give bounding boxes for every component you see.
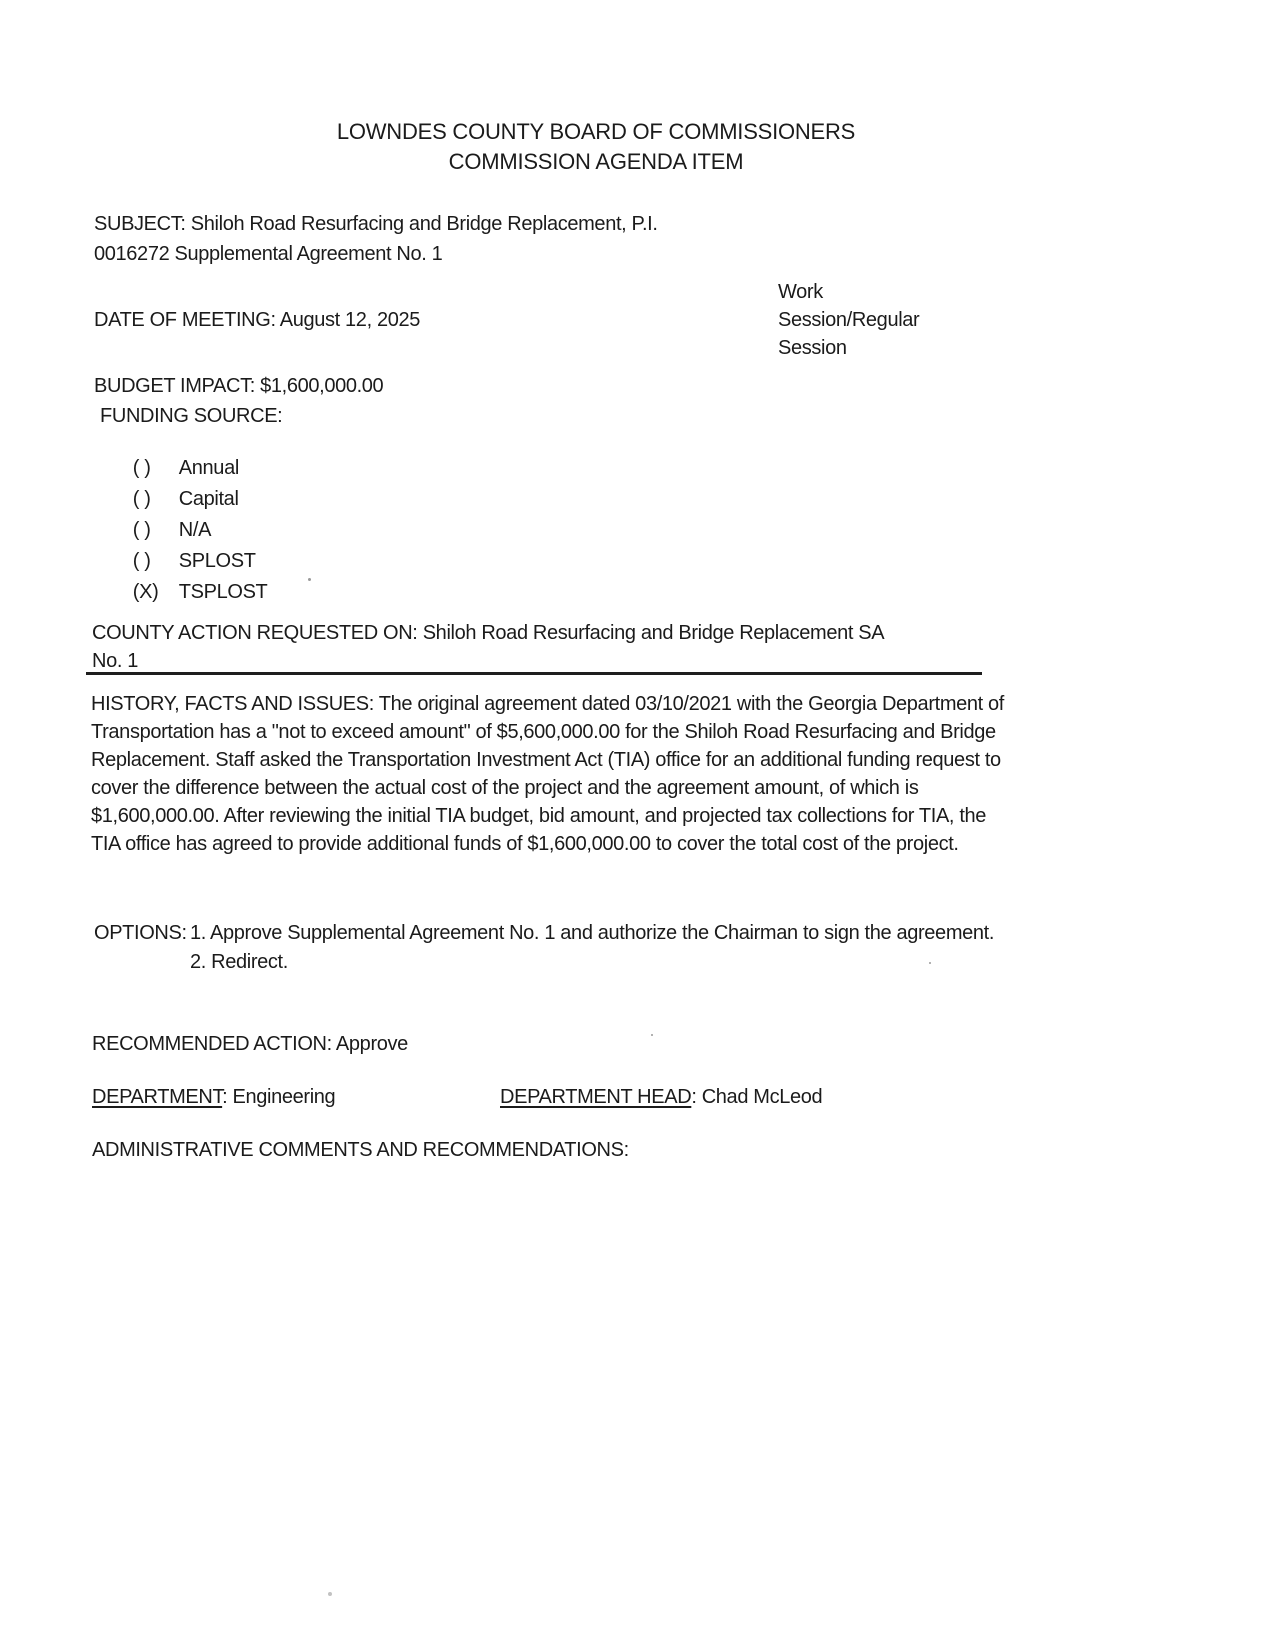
recommended-action: RECOMMENDED ACTION: Approve	[92, 1033, 408, 1055]
subject-line2: 0016272 Supplemental Agreement No. 1	[94, 243, 443, 265]
department-head-label: DEPARTMENT HEAD	[500, 1086, 692, 1108]
subject-line1: SUBJECT: Shiloh Road Resurfacing and Bridge Replacement, P.I.	[94, 213, 658, 235]
funding-option-tsplost	[112, 558, 267, 627]
session-type-line2: Session/Regular	[778, 309, 920, 331]
checkbox-mark: ( )	[132, 457, 151, 479]
checkbox-mark-checked: (X)	[132, 581, 159, 603]
date-of-meeting: DATE OF MEETING: August 12, 2025	[94, 309, 421, 331]
history-line: Replacement. Staff asked the Transportation Investment Act (TIA) office for an additional funding request to	[91, 749, 1001, 771]
scan-speck	[929, 962, 931, 964]
funding-option-label: TSPLOST	[178, 581, 268, 603]
document-title-line2: COMMISSION AGENDA ITEM	[448, 149, 744, 174]
session-type-line3: Session	[778, 337, 847, 359]
department-head-value: : Chad McLeod	[691, 1086, 823, 1108]
department-field	[92, 1085, 335, 1109]
department-value: : Engineering	[222, 1086, 336, 1108]
funding-option-label: Annual	[178, 457, 239, 479]
session-type-line1: Work	[778, 281, 823, 303]
scan-speck	[651, 1034, 653, 1036]
horizontal-rule	[86, 672, 982, 675]
funding-option-label: SPLOST	[178, 550, 256, 572]
county-action-line1: COUNTY ACTION REQUESTED ON: Shiloh Road Resurfacing and Bridge Replacement SA	[92, 622, 885, 644]
funding-option-label: N/A	[178, 519, 212, 541]
department-head-field	[500, 1085, 822, 1109]
history-line: cover the difference between the actual cost of the project and the agreement amount, of which is	[91, 777, 919, 799]
history-line: $1,600,000.00. After reviewing the initial TIA budget, bid amount, and projected tax collections for TIA, the	[91, 805, 987, 827]
document-title	[91, 119, 1101, 145]
funding-option-label: Capital	[178, 488, 239, 510]
budget-impact: BUDGET IMPACT: $1,600,000.00	[94, 375, 384, 397]
history-line: TIA office has agreed to provide additional funds of $1,600,000.00 to cover the total cost of the project.	[91, 833, 959, 855]
options-item2: 2. Redirect.	[190, 951, 288, 973]
history-line: Transportation has a "not to exceed amount" of $5,600,000.00 for the Shiloh Road Resurfacing and Bridge	[91, 721, 996, 743]
document-title-line1: LOWNDES COUNTY BOARD OF COMMISSIONERS	[336, 119, 856, 144]
checkbox-mark: ( )	[132, 488, 151, 510]
department-label: DEPARTMENT	[92, 1086, 223, 1108]
options-label: OPTIONS:	[94, 922, 187, 944]
funding-source-label: FUNDING SOURCE:	[100, 405, 283, 427]
checkbox-mark: ( )	[132, 519, 151, 541]
options-item1: 1. Approve Supplemental Agreement No. 1 and authorize the Chairman to sign the agreement.	[190, 922, 995, 944]
admin-comments-label: ADMINISTRATIVE COMMENTS AND RECOMMENDATIONS:	[92, 1139, 629, 1161]
county-action-line2: No. 1	[92, 650, 139, 672]
document-subtitle	[91, 149, 1101, 175]
scan-speck	[328, 1592, 332, 1596]
history-line: HISTORY, FACTS AND ISSUES: The original agreement dated 03/10/2021 with the Georgia Department of	[91, 693, 1005, 715]
scan-speck	[308, 578, 311, 581]
checkbox-mark: ( )	[132, 550, 151, 572]
